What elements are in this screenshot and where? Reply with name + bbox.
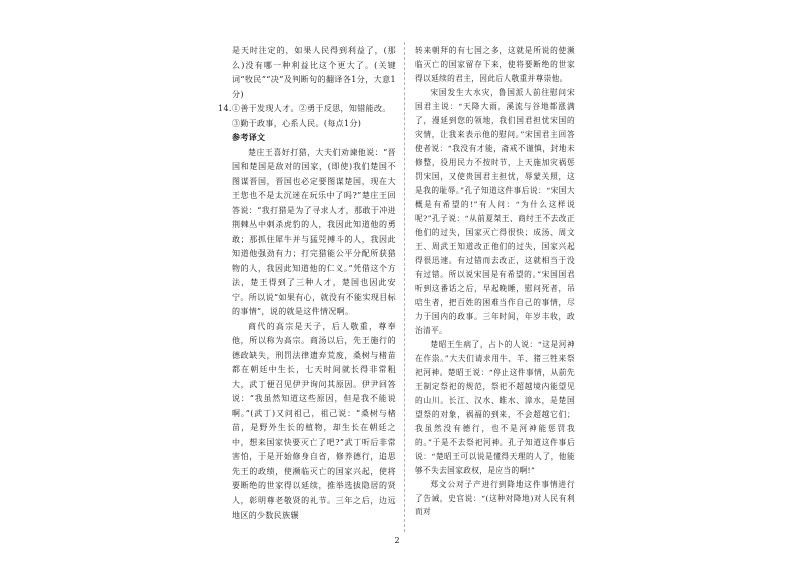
translation-paragraph: 转来朝拜的有七国之多，这就是所说的使濒临灭亡的国家留存下来，使将要断绝的世家得以延续的君主，因此后人敬重并尊崇他。 bbox=[415, 46, 575, 83]
translation-paragraph: 楚昭王生病了，占卜的人说：“这是河神在作祟。”大夫们请求用牛、羊、猪三牲来祭祀河神。楚昭王说：“停止这件事情，从前先王制定祭祀的规范，祭祀不超越境内能望见的山川。长江、汉水、睢水、漳水，是楚国望祭的对象，祸福的到来，不会超越它们；我虽然没有德行，也不是河神能惩罚我的。”于是不去祭祀河神。孔子知道这件事后说：“楚昭王可以说是懂得天理的人了，他能够不失去国家政权，是应当的啊!” bbox=[415, 339, 575, 475]
left-column bbox=[218, 44, 396, 523]
reference-translation-heading: 参考译文 bbox=[232, 133, 266, 143]
answer-14-number: 14. bbox=[218, 104, 232, 114]
answer-13-tail: 是天时注定的，如果人民得到利益了，(那么)没有哪一种利益比这个更大了。(关键词“牧民”“决”及判断句的翻译各1分，大意1分) bbox=[232, 46, 396, 99]
page-number: 2 bbox=[394, 536, 400, 545]
translation-paragraph: 楚庄王喜好打猎，大夫们劝谏他说：“晋国和楚国是敌对的国家，(即使)我们楚国不图谋晋国，晋国也必定要图谋楚国，现在大王您也不是太沉迷在玩乐中了吗?”楚庄王回答说：“我打猎是为了寻求人才，那敢于冲进荆棘丛中刺杀虎豹的人，我因此知道他的勇敢；那抓住犀牛并与猛兕搏斗的人，我因此知道他强劲有力；打完猎能公平分配所获猎物的人，我因此知道他的仁义。”凭借这个方法，楚王得到了三种人才，楚国也因此安宁。所以说“如果有心，就没有不能实现目标的事情”，说的就是这件情况啊。 bbox=[232, 147, 396, 317]
translation-paragraph: 商代的高宗是天子，后人敬重，尊奉他，所以称为高宗。商汤以后，先王施行的德政缺失，刑罚法律遗弃荒废，桑树与楮苗都在朝廷中生长，七天时间就长得非常粗大，武丁便召见伊尹询问其原因。伊尹回答说：“我虽然知道这些原因，但是我不能说啊。”(武丁)又问祖己，祖己说：“桑树与楮苗，是野外生长的植物，却生长在朝廷之中，想来国家快要灭亡了吧?”武丁听后非常害怕，于是开始修身自省，修养德行，追思先王的政绩，使濒临灭亡的国家兴起，使将要断绝的世家得以延续，推举选拔隐居的贤人，彰明尊老敬贤的礼节。三年之后，边远地区的少数民族辗 bbox=[232, 321, 396, 520]
right-column bbox=[415, 44, 575, 519]
answer-14 bbox=[218, 102, 396, 131]
column-divider bbox=[404, 42, 405, 532]
translation-paragraph: 郑文公对子产进行到降地这件事情进行了告诫，史官说：“(这种对降地)对人民有利而对 bbox=[415, 479, 575, 517]
translation-paragraph: 宋国发生大水灾，鲁国派人前往慰问宋国君主说：“天降大雨，溪流与谷地都涨满了，漫延到您的领地，我们国君担忧宋国的灾情，让我来表示他的慰问。”宋国君主回答使者说：“我没有才能，斋戒不谨慎，封地未修整，役用民力不按时节，上天施加灾祸惩罚宋国，又使贵国君主担忧，辱蒙关照，这是我的耻辱。”孔子知道这件事后说：“宋国大概是有希望的!”有人问：“为什么这样说呢?”孔子说：“从前夏桀王、商纣王不去改正他们的过失，国家灭亡得很快；成汤、周文王、周武王知道改正他们的过失，国家兴起得很迅速。有过错而去改正，这就相当于没有过错。所以说宋国是有希望的。”宋国国君听到这番话之后，早起晚睡，慰问死者，吊唁生者，把百姓的困难当作自己的事情，尽力于国内的政事。三年时间，年岁丰收，政治清平。 bbox=[415, 87, 575, 335]
answer-14-text: ①善于发现人才。②勇于反思，知错能改。③勤于政事，心系人民。(每点1分) bbox=[232, 104, 391, 128]
